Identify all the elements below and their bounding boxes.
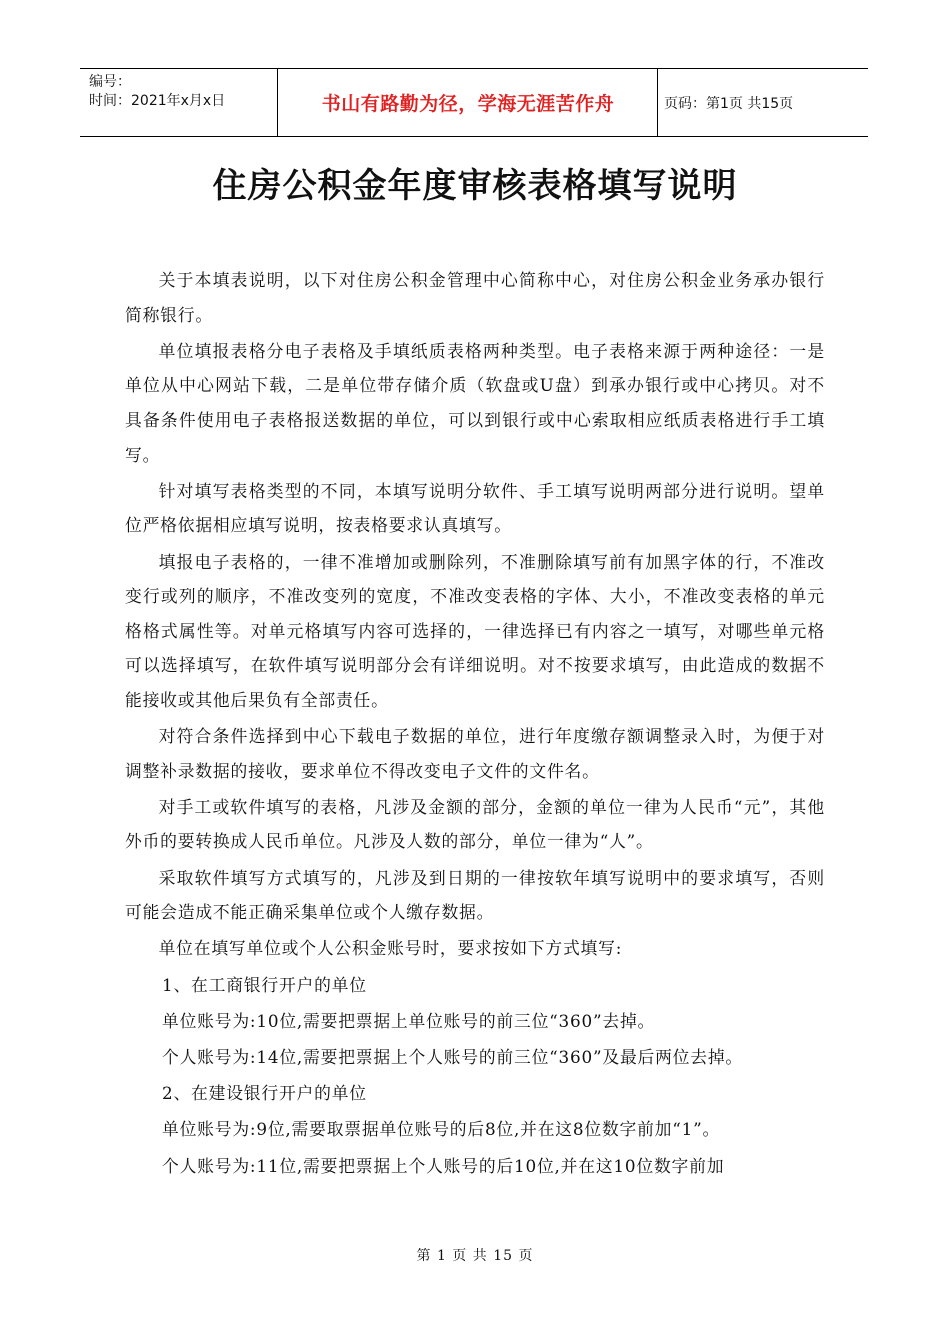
paragraph: 关于本填表说明，以下对住房公积金管理中心简称中心，对住房公积金业务承办银行简称银行。 xyxy=(125,270,825,325)
list-item: 单位账号为:10位,需要把票据上单位账号的前三位“360”去掉。 xyxy=(162,1010,656,1031)
list-item: 个人账号为:14位,需要把票据上个人账号的前三位“360”及最后两位去掉。 xyxy=(162,1047,744,1067)
paragraph: 单位在填写单位或个人公积金账号时，要求按如下方式填写: xyxy=(158,938,623,959)
document-title: 住房公积金年度审核表格填写说明 xyxy=(212,166,738,206)
page-footer: 第 1 页 共 15 页 xyxy=(416,1248,534,1264)
paragraph: 单位填报表格分电子表格及手填纸质表格两种类型。电子表格来源于两种途径：一是单位从中心网站下载，二是单位带存储介质（软盘或U盘）到承办银行或中心拷贝。对不具备条件使用电子表格报送数据的单位，可以到银行或中心索取相应纸质表格进行手工填写。 xyxy=(125,340,825,465)
paragraph: 采取软件填写方式填写的，凡涉及到日期的一律按软年填写说明中的要求填写，否则可能会造成不能正确采集单位或个人缴存数据。 xyxy=(125,867,825,923)
paragraph: 针对填写表格类型的不同，本填写说明分软件、手工填写说明两部分进行说明。望单位严格依据相应填写说明，按表格要求认真填写。 xyxy=(125,480,825,536)
list-item: 1、在工商银行开户的单位 xyxy=(162,974,367,995)
header-meta xyxy=(80,69,278,136)
document-header xyxy=(80,68,868,137)
paragraph: 填报电子表格的，一律不准增加或删除列，不准删除填写前有加黑字体的行，不准改变行或列的顺序，不准改变列的宽度，不准改变表格的字体、大小，不准改变表格的单元格格式属性等。对单元格填写内容可选择的，一律选择已有内容之一填写，对哪些单元格可以选择填写，在软件填写说明部分会有详细说明。对不按要求填写，由此造成的数据不能接收或其他后果负有全部责任。 xyxy=(125,551,825,710)
header-page-info: 页码：第1页 共15页 xyxy=(664,95,794,112)
number-label: 编号： xyxy=(89,74,131,90)
document-body xyxy=(125,263,825,1185)
header-motto: 书山有路勤为径，学海无涯苦作舟 xyxy=(279,69,658,136)
paragraph: 对符合条件选择到中心下载电子数据的单位，进行年度缴存额调整录入时，为便于对调整补录数据的接收，要求单位不得改变电子文件的文件名。 xyxy=(125,726,825,781)
list-item: 个人账号为:11位,需要把票据上个人账号的后10位,并在这10位数字前加 xyxy=(162,1155,725,1176)
list-item: 2、在建设银行开户的单位 xyxy=(162,1083,367,1104)
paragraph: 对手工或软件填写的表格，凡涉及金额的部分，金额的单位一律为人民币“元”，其他外币的要转换成人民币单位。凡涉及人数的部分，单位一律为“人”。 xyxy=(125,796,825,852)
list-item: 单位账号为:9位,需要取票据单位账号的后8位,并在这8位数字前加“1”。 xyxy=(162,1119,721,1140)
date-label: 时间：2021年x月x日 xyxy=(89,93,226,109)
